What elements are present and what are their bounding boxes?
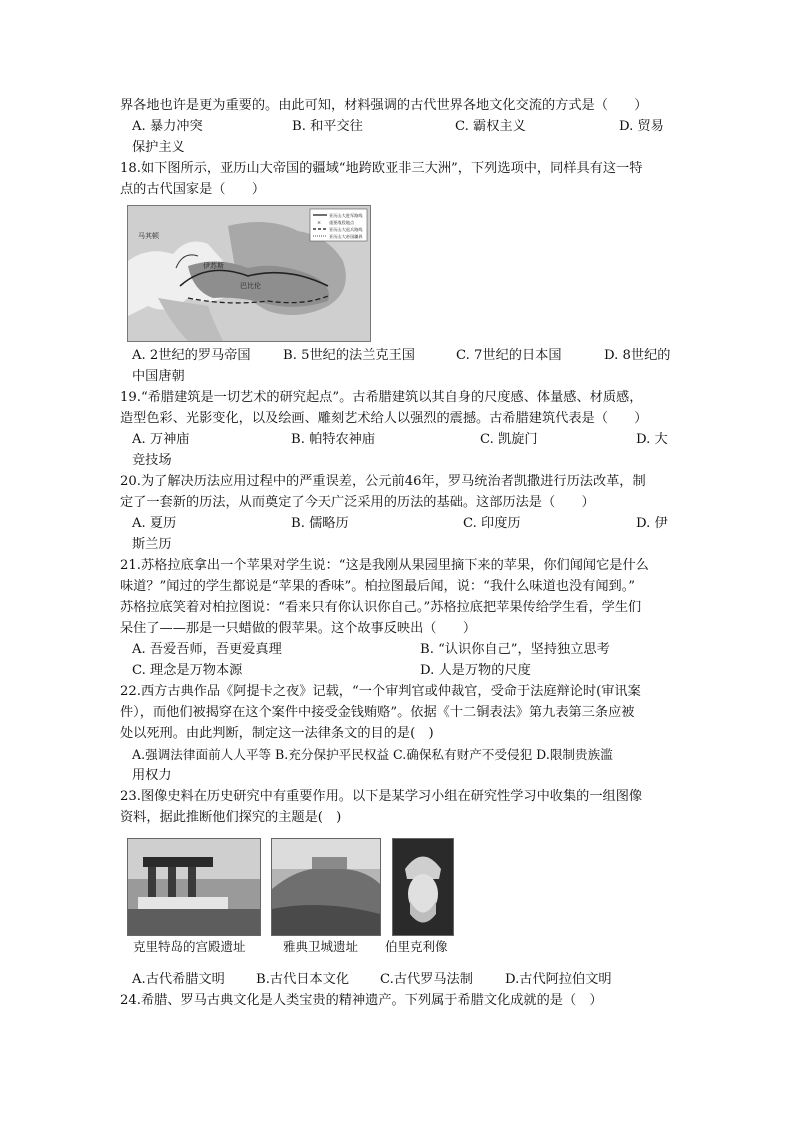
option-c: C. 印度历: [463, 516, 521, 531]
question-text: 21.苏格拉底拿出一个苹果对学生说：“这是我刚从果园里摘下来的苹果，你们闻闻它是什么: [120, 558, 649, 573]
text-line: 界各地也许是更为重要的。由此可知，材料强调的古代世界各地文化交流的方式是（ ）: [120, 98, 648, 113]
question-text: 23.图像史料在历史研究中有重要作用。以下是某学习小组在研究性学习中收集的一组图像: [120, 789, 643, 804]
option-d-wrap: 竞技场: [132, 453, 172, 468]
option-c: C. 凯旋门: [480, 432, 538, 447]
map-graphic: [128, 206, 370, 341]
option-d-wrap: 保护主义: [132, 140, 185, 155]
caption-athens: 雅典卫城遗址: [283, 939, 359, 954]
option-c: C. 7世纪的日本国: [456, 348, 562, 363]
question-text: 定了一套新的历法，从而奠定了今天广泛采用的历法的基础。这部历法是（ ）: [120, 495, 595, 510]
option-a: A. 夏历: [132, 516, 177, 531]
caption-crete: 克里特岛的宫殿遗址: [133, 939, 246, 954]
option-b: B. “认识你自己”，坚持独立思考: [420, 642, 610, 657]
svg-text:伊苏斯: 伊苏斯: [203, 262, 224, 270]
question-text: 味道？”闻过的学生都说是“苹果的香味”。柏拉图最后闻，说：“我什么味道也没有闻到。”: [120, 579, 636, 594]
question-text: 资料，据此推断他们探究的主题是( ): [120, 810, 342, 825]
question-text: 处以死刑。由此判断，制定这一法律条文的目的是( ): [120, 726, 434, 741]
svg-text:巴比伦: 巴比伦: [240, 282, 261, 290]
option-d: D. 贸易: [619, 119, 664, 134]
option-d: D. 人是万物的尺度: [420, 663, 531, 678]
option-b: B. 儒略历: [291, 516, 349, 531]
option-c: C. 理念是万物本源: [132, 663, 243, 678]
legend-retreat: 亚历山大退兵路线: [329, 227, 363, 232]
question-text: 呆住了——那是一只蜡做的假苹果。这个故事反映出（ ）: [120, 621, 477, 636]
option-d-wrap: 中国唐朝: [132, 369, 185, 384]
question-text: 18.如下图所示，亚历山大帝国的疆域“地跨欧亚非三大洲”，下列选项中，同样具有这一特: [120, 161, 643, 176]
option-d-wrap: 用权力: [132, 768, 172, 783]
option-b: B. 帕特农神庙: [291, 432, 376, 447]
legend-route: 亚历山大进军路线: [329, 213, 363, 218]
question-text: 24.希腊、罗马古典文化是人类宝贵的精神遗产。下列属于希腊文化成就的是（ ）: [120, 993, 603, 1008]
question-text: 22.西方古典作品《阿提卡之夜》记载，“一个审判官或仲裁官，受命于法庭辩论时(审讯案: [120, 684, 641, 699]
option-d: D. 大: [636, 432, 668, 447]
crete-palace-photo: [127, 838, 261, 936]
caption-pericles: 伯里克利像: [385, 939, 448, 954]
option-d: D.古代阿拉伯文明: [505, 972, 612, 987]
legend-border: 亚历山大帝国疆界: [329, 234, 363, 239]
option-a: A. 2世纪的罗马帝国: [132, 348, 251, 363]
pericles-bust-photo: [392, 838, 454, 936]
athens-acropolis-photo: [271, 838, 381, 936]
svg-text:×: ×: [317, 220, 322, 226]
option-b: B.古代日本文化: [256, 972, 350, 987]
option-c: C.古代罗马法制: [380, 972, 473, 987]
svg-text:马其顿: 马其顿: [138, 232, 159, 240]
question-text: 20.为了解决历法应用过程中的严重误差，公元前46年，罗马统治者凯撒进行历法改革，制: [120, 474, 646, 489]
alexander-empire-map: [127, 205, 371, 342]
question-text: 造型色彩、光影变化，以及绘画、雕刻艺术给人以强烈的震撼。古希腊建筑代表是（ ）: [120, 411, 648, 426]
question-text: 苏格拉底笑着对柏拉图说：“看来只有你认识你自己。”苏格拉底把苹果传给学生看，学生们: [120, 600, 642, 615]
option-d: D. 8世纪的: [604, 348, 671, 363]
option-d-wrap: 斯兰历: [132, 537, 172, 552]
option-d: D. 伊: [636, 516, 668, 531]
options-line: A.强调法律面前人人平等 B.充分保护平民权益 C.确保私有财产不受侵犯 D.限制贵族滥: [132, 747, 613, 762]
option-a: A. 暴力冲突: [132, 119, 203, 134]
question-text: 件），而他们被揭穿在这个案件中接受金钱贿赂”。依据《十二铜表法》第九表第三条应被: [120, 705, 635, 720]
option-a: A. 万神庙: [132, 432, 190, 447]
legend-battle: 重要战役地点: [329, 220, 355, 225]
option-a: A.古代希腊文明: [132, 972, 225, 987]
question-text: 点的古代国家是（ ）: [120, 182, 266, 197]
question-text: 19.“希腊建筑是一切艺术的研究起点”。古希腊建筑以其自身的尺度感、体量感、材质感，: [120, 390, 643, 405]
option-a: A. 吾爱吾师，吾更爱真理: [132, 642, 282, 657]
option-b: B. 5世纪的法兰克王国: [283, 348, 415, 363]
option-c: C. 霸权主义: [455, 119, 526, 134]
option-b: B. 和平交往: [292, 119, 363, 134]
